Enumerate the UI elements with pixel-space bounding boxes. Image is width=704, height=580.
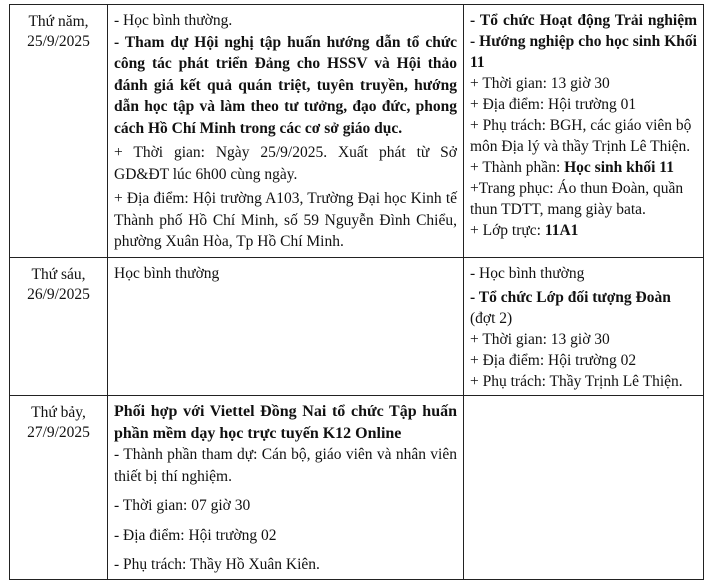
afternoon-cell [464, 396, 704, 580]
activity-round: (đợt 2) [470, 310, 513, 327]
activity-time: + Thời gian: 13 giờ 30 [470, 75, 610, 92]
schedule-table [9, 4, 704, 580]
activity-line: - Học bình thường [470, 265, 585, 282]
activity-title: - Tham dự Hội nghị tập huấn hướng dẫn tổ chức công tác phát triển Đảng cho HSSV và Hội thảo đánh giá kết quả quán triệt, tuyên truyền, hướng dẫn học tập và làm theo tư tưởng, đạo đức, phong cách Hồ Chí Minh trong các cơ sở giáo dục. [114, 33, 457, 137]
activity-time: - Thời gian: 07 giờ 30 [114, 497, 251, 514]
date-label: 27/9/2025 [27, 424, 90, 441]
activity-in-charge: - Phụ trách: Thầy Hồ Xuân Kiên. [114, 556, 320, 573]
activity-time: + Thời gian: Ngày 25/9/2025. Xuất phát từ Sở GD&ĐT lúc 6h00 cùng ngày. [114, 144, 457, 183]
activity-line: - Học bình thường. [114, 12, 233, 29]
activity-location: + Địa điểm: Hội trường 01 [470, 96, 637, 113]
activity-location: + Địa điểm: Hội trường A103, Trường Đại học Kinh tế Thành phố Hồ Chí Minh, số 59 Nguyễn Đình Chiểu, phường Xuân Hòa, Tp Hồ Chí Minh. [114, 190, 457, 250]
activity-title: Phối hợp với Viettel Đồng Nai tổ chức Tập huấn phần mềm dạy học trực tuyến K12 Online [114, 403, 457, 442]
activity-duty-class: + Lớp trực: 11A1 [470, 222, 579, 239]
activity-line: Học bình thường [114, 265, 220, 282]
activity-in-charge: + Phụ trách: BGH, các giáo viên bộ môn Địa lý và thầy Trịnh Lê Thiện. [470, 117, 692, 155]
morning-cell [108, 5, 464, 258]
date-label: 25/9/2025 [27, 33, 90, 50]
participants-value: Học sinh khối 11 [564, 159, 674, 176]
day-cell [10, 258, 108, 396]
day-label: Thứ sáu, [31, 266, 86, 283]
afternoon-cell [464, 5, 704, 258]
activity-participants: - Thành phần tham dự: Cán bộ, giáo viên và nhân viên thiết bị thí nghiệm. [114, 446, 457, 485]
day-label: Thứ bảy, [31, 404, 86, 421]
activity-participants: + Thành phần: Học sinh khối 11 [470, 159, 674, 176]
date-label: 26/9/2025 [27, 286, 90, 303]
table-row [10, 396, 704, 580]
morning-cell [108, 258, 464, 396]
activity-in-charge: + Phụ trách: Thầy Trịnh Lê Thiện. [470, 373, 683, 390]
table-row [10, 258, 704, 396]
activity-dress-code: +Trang phục: Áo thun Đoàn, quần thun TDTT, mang giày bata. [470, 180, 684, 218]
activity-title: - Tổ chức Hoạt động Trải nghiệm - Hướng nghiệp cho học sinh Khối 11 [470, 12, 697, 71]
activity-location: - Địa điểm: Hội trường 02 [114, 526, 277, 544]
day-cell [10, 5, 108, 258]
day-cell [10, 396, 108, 580]
afternoon-cell [464, 258, 704, 396]
day-label: Thứ năm, [28, 13, 89, 30]
duty-class-value: 11A1 [544, 222, 579, 239]
morning-cell [108, 396, 464, 580]
activity-time: + Thời gian: 13 giờ 30 [470, 331, 610, 348]
activity-location: + Địa điểm: Hội trường 02 [470, 352, 637, 369]
activity-title: - Tổ chức Lớp đối tượng Đoàn [470, 289, 671, 306]
table-row [10, 5, 704, 258]
